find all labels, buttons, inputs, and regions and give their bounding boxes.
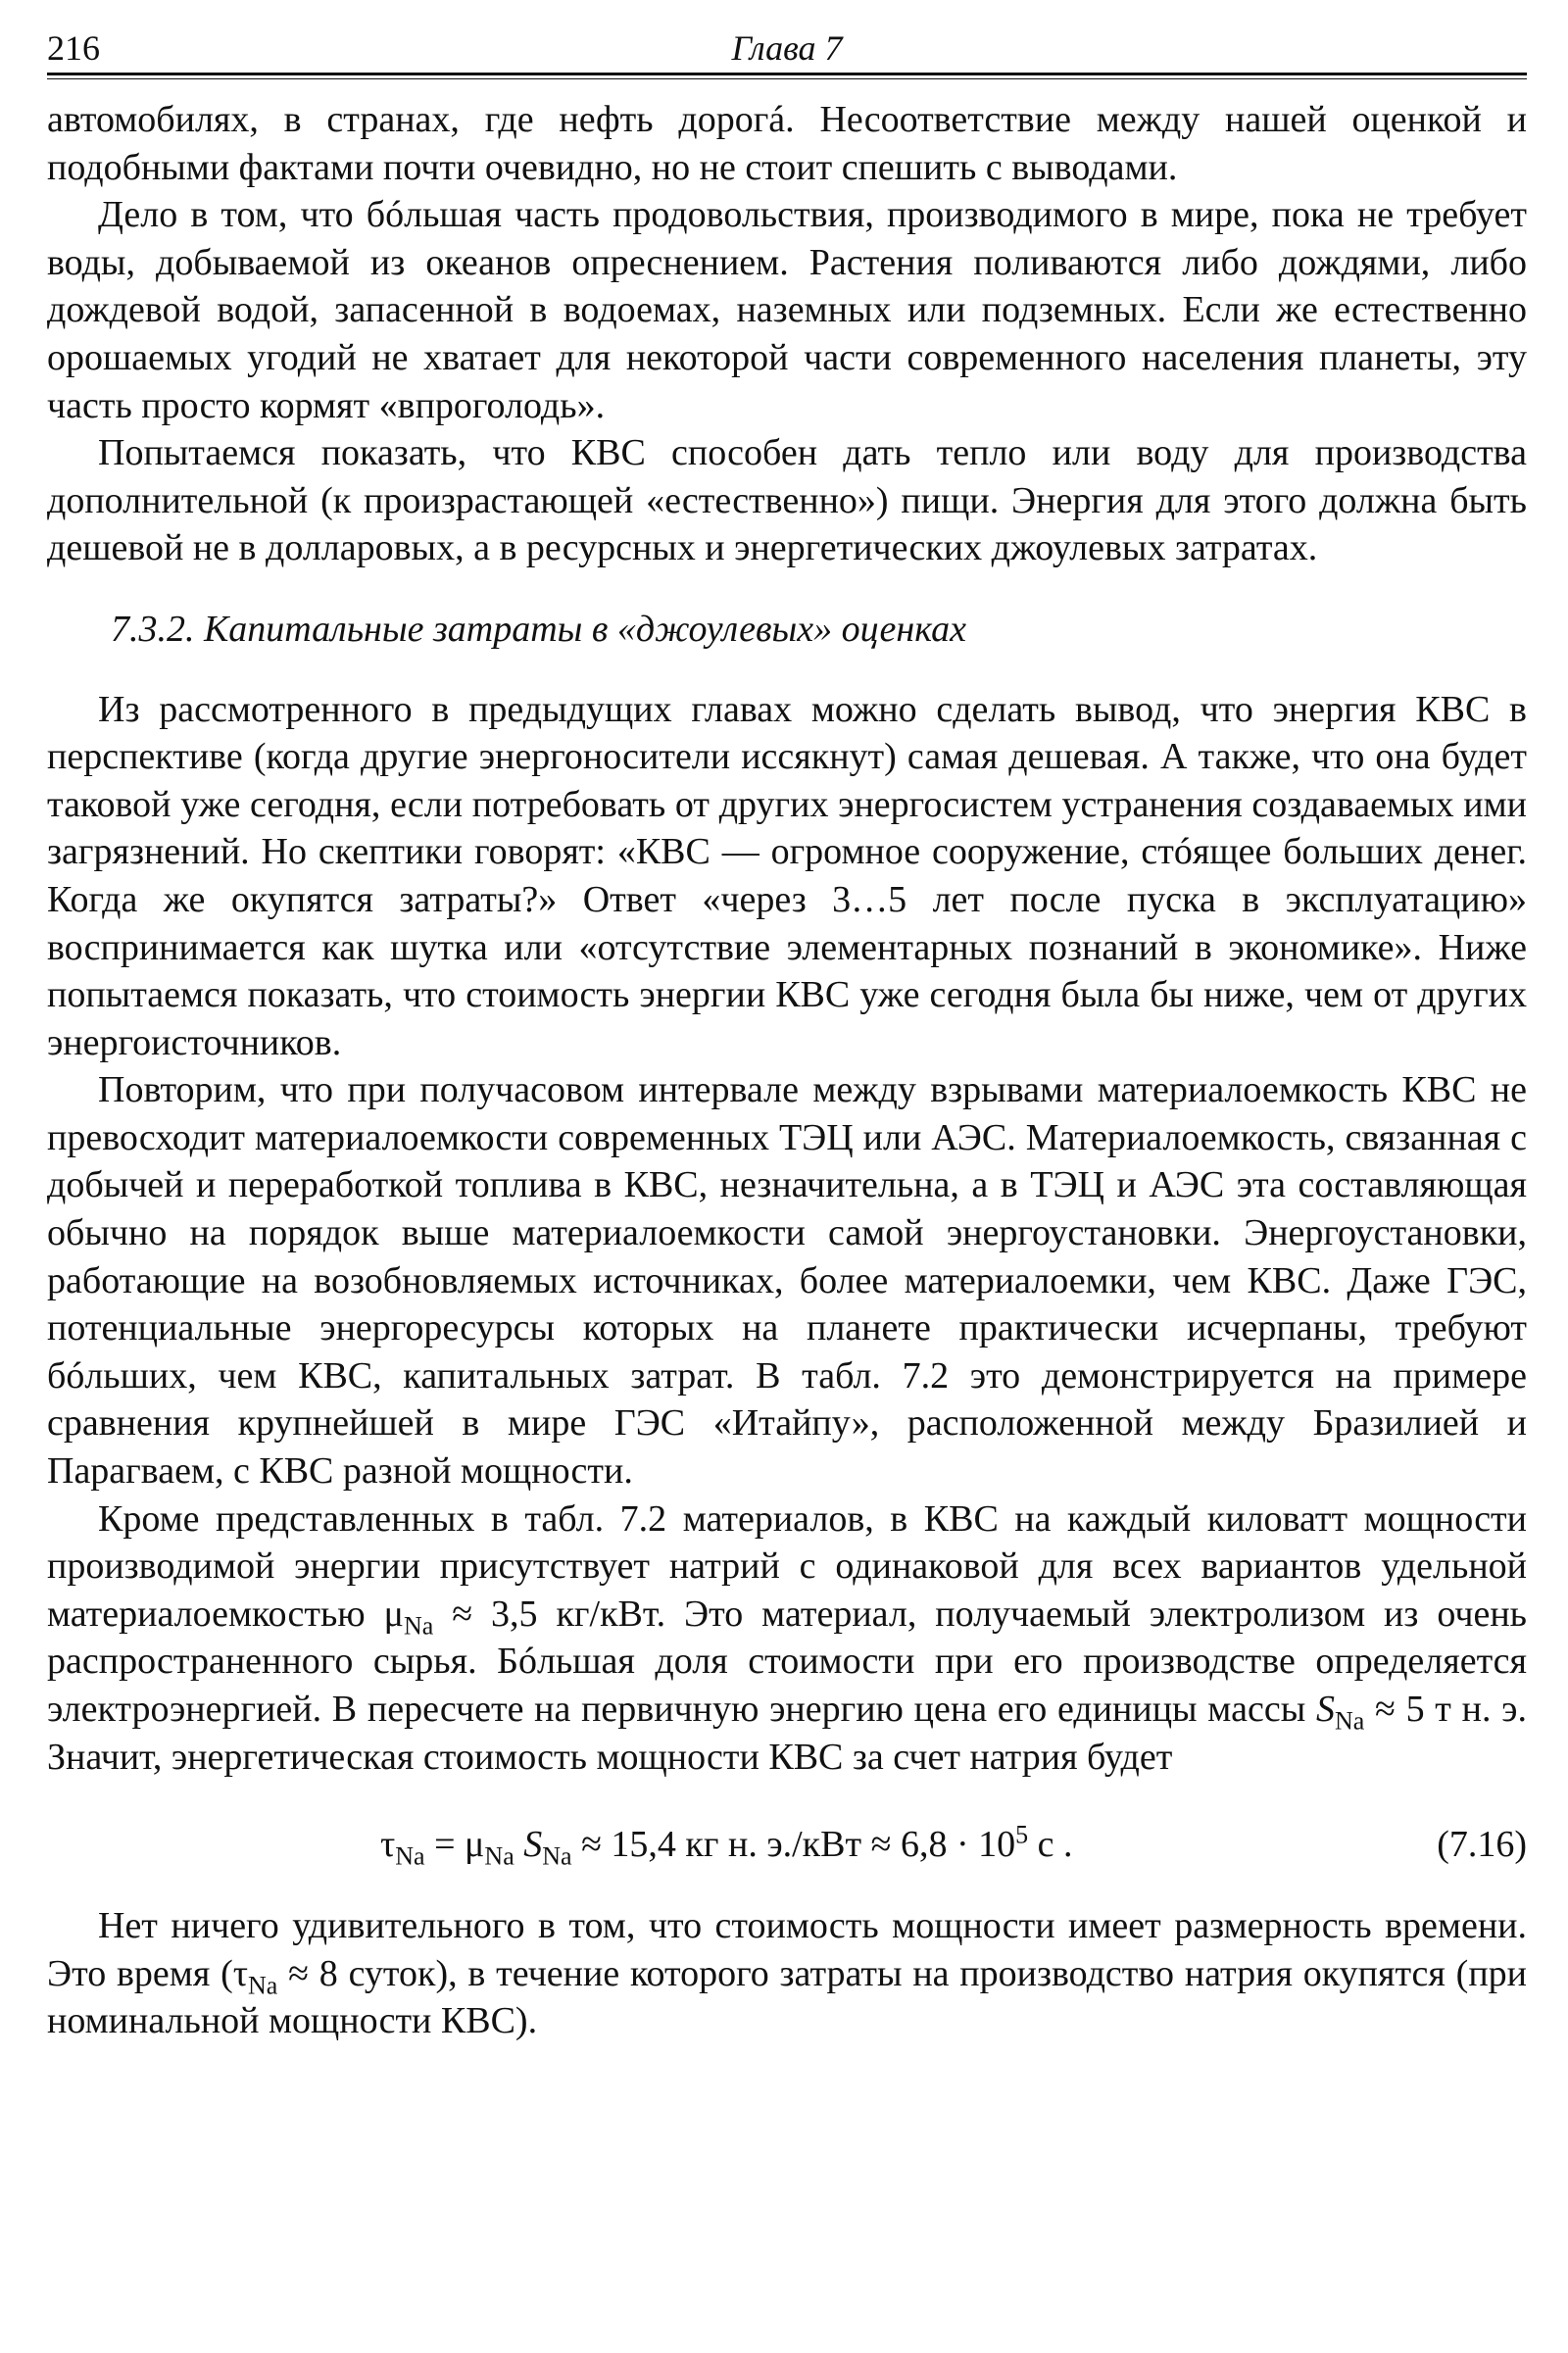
equation-body: $\tau_{Na} = \mu_{Na}$ $S_{Na} \approx 15,4$ кг н. $э./кВт \approx 6,8 \cdot 10^5$ с . [380,1820,1073,1871]
chapter-title: Глава 7 [731,28,843,68]
paragraph-cost-dimension: Нет ничего удивительного в том, что стоимость мощности имеет размерность времени. Это время ($\tau_{Na} \approx 8$ суток), в течение которого затраты на производство натрия окупятся (при номинальной мощности КВС). [47,1905,1527,2042]
equation-number: (7.16) [1437,1824,1527,1866]
header-rule-thick [47,73,1527,75]
paragraph-kvs-heat: Попытаемся показать, что КВС способен дать тепло или воду для производства дополнительной (к произрастающей «естественно») пищи. Энергия для этого должна быть дешевой не в долларовых, а в ресурсных и энергетических джоулевых затратах. [47,432,1527,569]
paragraph-continuation: автомобилях, в странах, где нефть дорогá. Несоответствие между нашей оценкой и подобными фактами почти очевидно, но не стоит спешить с выводами. [47,99,1527,188]
paragraph-material-intensity: Повторим, что при получасовом интервале между взрывами материалоемкость КВС не превосходит материалоемкости современных ТЭЦ или АЭС. Материалоемкость, связанная с добычей и переработкой топлива в КВС, незначительна, а в ТЭЦ и АЭС эта составляющая обычно на порядок выше материалоемкости самой энергоустановки. Энергоустановки, работающие на возобновляемых источниках, более материалоемки, чем КВС. Даже ГЭС, потенциальные энергоресурсы которых на планете практически исчерпаны, требуют бóльших, чем КВС, капитальных затрат. В табл. 7.2 это демонстрируется на примере сравнения крупнейшей в мире ГЭС «Итайпу», расположенной между Бразилией и Парагваем, с КВС разной мощности. [47,1069,1527,1493]
symbol-s: S [1315,1689,1335,1730]
equation-7-16 [47,1816,1527,1873]
page-number: 216 [47,28,100,68]
page [47,22,1527,2045]
section-heading: 7.3.2. Капитальные затраты в «джоулевых» оценках [111,608,966,650]
paragraph-kvs-cost: Из рассмотренного в предыдущих главах можно сделать вывод, что энергия КВС в перспективе (когда другие энергоносители иссякнут) самая дешевая. А также, что она будет таковой уже сегодня, если потребовать от других энергосистем устранения создаваемых ими загрязнений. Но скептики говорят: «КВС — огромное сооружение, стóящее больших денег. Когда же окупятся затраты?» Ответ «через 3…5 лет после пуска в эксплуатацию» воспринимается как шутка или «отсутствие элементарных познаний в экономике». Ниже попытаемся показать, что стоимость энергии КВС уже сегодня была бы ниже, чем от других энергоисточников. [47,688,1527,1063]
symbol-mu: μ [383,1593,404,1635]
paragraph-food-water: Дело в том, что бóльшая часть продовольствия, производимого в мире, пока не требует воды, добываемой из океанов опреснением. Растения поливаются либо дождями, либо дождевой водой, запасенной в водоемах, наземных или подземных. Если же естественно орошаемых угодий не хватает для некоторой части современного населения планеты, эту часть просто кормят «впроголодь». [47,194,1527,426]
running-header [47,22,1527,76]
page-body [47,96,1527,2045]
paragraph-sodium: Кроме представленных в табл. 7.2 материалов, в КВС на каждый киловатт мощности производимой энергии присутствует натрий с одинаковой для всех вариантов удельной материалоемкостью $\mu_{Na} \approx 3,5$ кг/кВт. Это материал, получаемый электролизом из очень распространенного сырья. Бóльшая доля стоимости при его производстве определяется электроэнергией. В пересчете на первичную энергию цена его единицы массы $S_{Na} \approx 5$ т н. э. Значит, энергетическая стоимость мощности КВС за счет натрия будет [47,1497,1527,1778]
header-rule-thin [47,78,1527,79]
